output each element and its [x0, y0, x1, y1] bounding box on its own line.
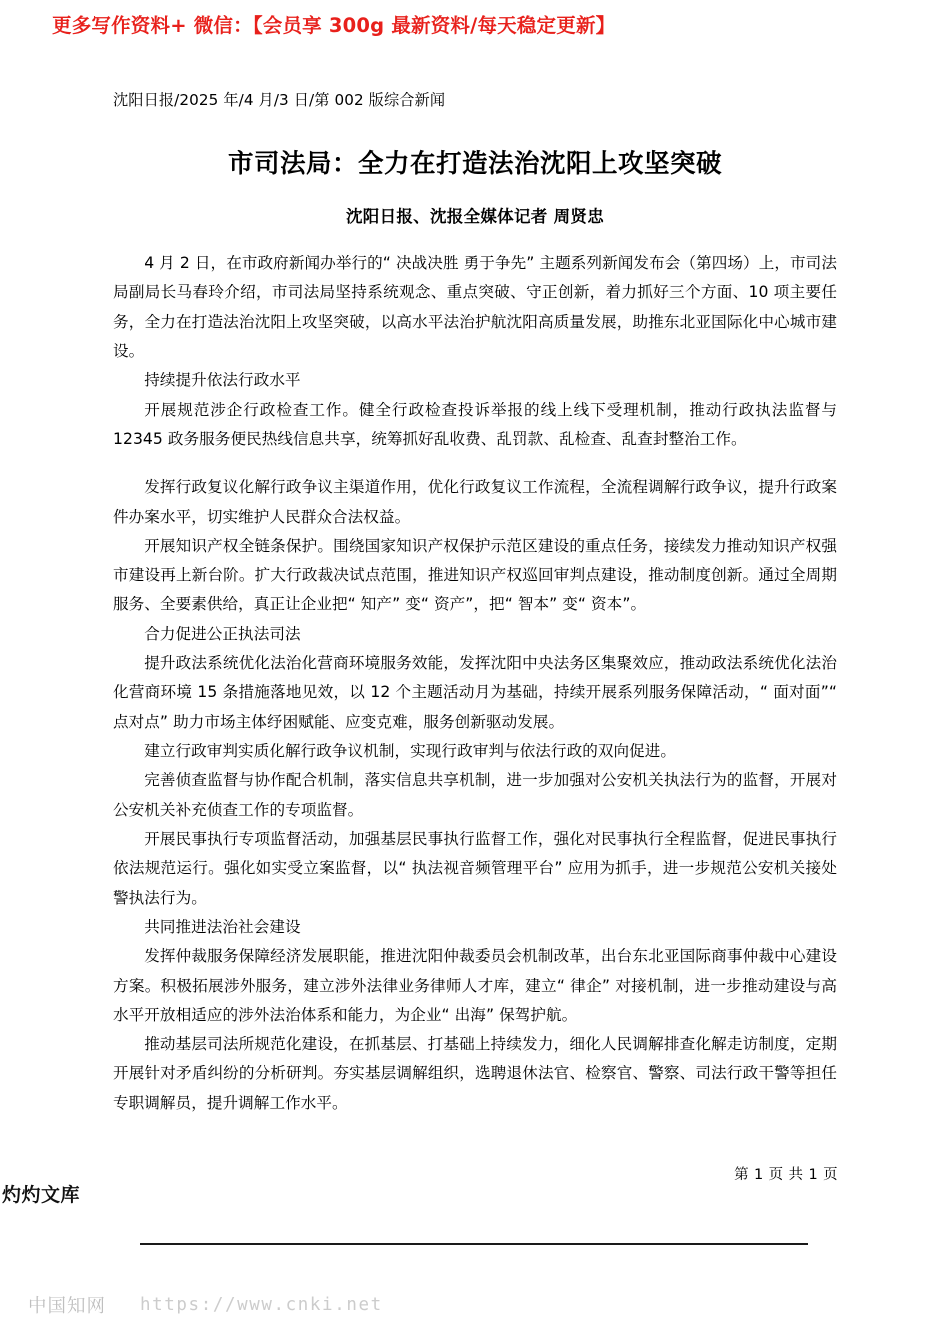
cnki-url-text: https://www.cnki.net [140, 1295, 383, 1315]
paragraph: 开展知识产权全链条保护。围绕国家知识产权保护示范区建设的重点任务，接续发力推动知识产权强市建设再上新台阶。扩大行政裁决试点范围，推进知识产权巡回审判点建设，推动制度创新。通过全周期服务、全要素供给，真正让企业把“ 知产” 变“ 资产”，把“ 智本” 变“ 资本”。 [113, 536, 837, 614]
source-line: 沈阳日报/2025 年/4 月/3 日/第 002 版综合新闻 [113, 91, 446, 109]
paragraph: 推动基层司法所规范化建设，在抓基层、打基础上持续发力，细化人民调解排查化解走访制度，定期开展针对矛盾纠纷的分析研判。夯实基层调解组织，选聘退休法官、检察官、警察、司法行政干警等担任专职调解员，提升调解工作水平。 [113, 1035, 837, 1112]
paragraph: 开展民事执行专项监督活动，加强基层民事执行监督工作，强化对民事执行全程监督，促进民事执行依法规范运行。强化如实受立案监督，以“ 执法视音频管理平台” 应用为抓手，进一步规范公安机关接处警执法行为。 [113, 829, 837, 907]
paragraph: 发挥仲裁服务保障经济发展职能，推进沈阳仲裁委员会机制改革，出台东北亚国际商事仲裁中心建设方案。积极拓展涉外服务，建立涉外法律业务律师人才库，建立“ 律企” 对接机制，进一步推动建设与高水平开放相适应的涉外法治体系和能力，为企业“ 出海” 保驾护航。 [113, 947, 837, 1024]
cnki-footer [28, 1292, 383, 1318]
promo-banner-text: 更多写作资料+ 微信：【会员享 300g 最新资料/每天稳定更新】 [52, 14, 616, 37]
paragraph: 提升政法系统优化法治化营商环境服务效能，发挥沈阳中央法务区集聚效应，推动政法系统优化法治化营商环境 15 条措施落地见效，以 12 个主题活动月为基础，持续开展系列服务保障活动，“ 面对面”“ 点对点” 助力市场主体纾困赋能、应变克难，服务创新驱动发展。 [113, 654, 837, 731]
article-body [113, 249, 837, 1118]
cnki-logo-text: 中国知网 [28, 1296, 107, 1317]
footer-divider [140, 1243, 808, 1245]
paragraph: 4 月 2 日，在市政府新闻办举行的“ 决战决胜 勇于争先” 主题系列新闻发布会（第四场）上，市司法局副局长马春玲介绍，市司法局坚持系统观念、重点突破、守正创新，着力抓好三个方面、10 项主要任务，全力在打造法治沈阳上攻坚突破，以高水平法治护航沈阳高质量发展，助推东北亚国际化中心城市建设。 [113, 254, 837, 360]
paragraph: 开展规范涉企行政检查工作。健全行政检查投诉举报的线上线下受理机制，推动行政执法监督与 12345 政务服务便民热线信息共享，统筹抓好乱收费、乱罚款、乱检查、乱查封整治工作。 [113, 400, 837, 448]
page-number: 第 1 页 共 1 页 [734, 1167, 838, 1183]
paragraph: 发挥行政复议化解行政争议主渠道作用，优化行政复议工作流程，全流程调解行政争议，提升行政案件办案水平，切实维护人民群众合法权益。 [113, 478, 837, 526]
section-subheading: 合力促进公正执法司法 [144, 624, 301, 643]
paragraph: 完善侦查监督与协作配合机制，落实信息共享机制，进一步加强对公安机关执法行为的监督，开展对公安机关补充侦查工作的专项监督。 [113, 771, 837, 819]
byline: 沈阳日报、沈报全媒体记者 周贤忠 [345, 207, 605, 227]
section-subheading: 持续提升依法行政水平 [144, 371, 301, 390]
paragraph: 建立行政审判实质化解行政争议机制，实现行政审判与依法行政的双向促进。 [144, 742, 677, 761]
document-content [113, 88, 837, 1118]
watermark-label: 灼灼文库 [2, 1184, 81, 1206]
section-subheading: 共同推进法治社会建设 [144, 917, 301, 936]
page-title: 市司法局：全力在打造法治沈阳上攻坚突破 [227, 148, 722, 179]
